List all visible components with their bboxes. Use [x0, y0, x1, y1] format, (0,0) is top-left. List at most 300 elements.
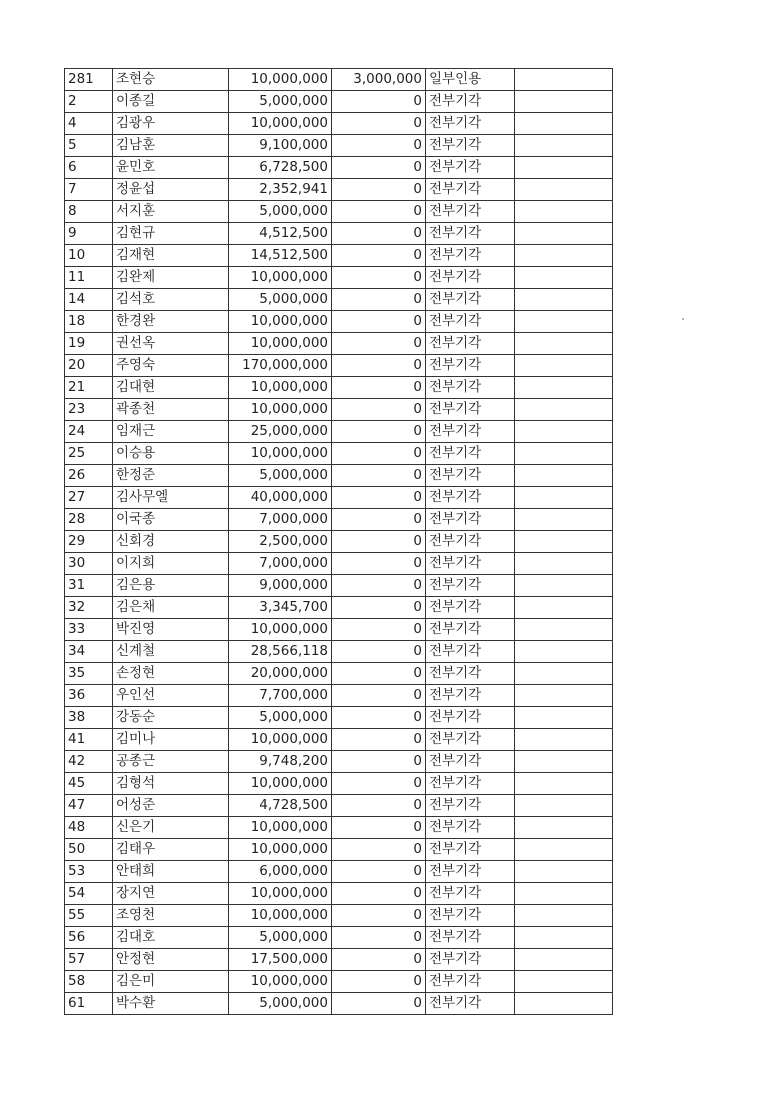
judgment-result: 전부기각: [426, 817, 515, 839]
judgment-result: 전부기각: [426, 619, 515, 641]
claim-amount: 2,500,000: [229, 531, 332, 553]
judgment-result: 전부기각: [426, 223, 515, 245]
judgment-result: 전부기각: [426, 201, 515, 223]
row-number: 54: [65, 883, 113, 905]
person-name: 김완제: [113, 267, 229, 289]
claim-amount: 4,728,500: [229, 795, 332, 817]
person-name: 김대호: [113, 927, 229, 949]
row-number: 8: [65, 201, 113, 223]
claim-amount: 5,000,000: [229, 993, 332, 1015]
claim-amount: 10,000,000: [229, 971, 332, 993]
judgment-result: 전부기각: [426, 135, 515, 157]
row-number: 20: [65, 355, 113, 377]
table-row: [65, 619, 613, 641]
person-name: 손정현: [113, 663, 229, 685]
approved-amount: 0: [332, 971, 426, 993]
person-name: 공종근: [113, 751, 229, 773]
person-name: 박진영: [113, 619, 229, 641]
table-row: [65, 597, 613, 619]
remarks-cell: [515, 949, 613, 971]
row-number: 56: [65, 927, 113, 949]
table-row: [65, 333, 613, 355]
claim-amount: 9,000,000: [229, 575, 332, 597]
table-row: [65, 927, 613, 949]
person-name: 안태희: [113, 861, 229, 883]
row-number: 19: [65, 333, 113, 355]
row-number: 33: [65, 619, 113, 641]
row-number: 2: [65, 91, 113, 113]
table-row: [65, 641, 613, 663]
approved-amount: 0: [332, 641, 426, 663]
remarks-cell: [515, 487, 613, 509]
claim-amount: 10,000,000: [229, 399, 332, 421]
remarks-cell: [515, 355, 613, 377]
table-row: [65, 971, 613, 993]
approved-amount: 0: [332, 333, 426, 355]
claim-amount: 5,000,000: [229, 465, 332, 487]
person-name: 김남훈: [113, 135, 229, 157]
person-name: 주영숙: [113, 355, 229, 377]
remarks-cell: [515, 91, 613, 113]
judgment-result: 전부기각: [426, 399, 515, 421]
approved-amount: 0: [332, 399, 426, 421]
approved-amount: 0: [332, 575, 426, 597]
judgment-result: 전부기각: [426, 641, 515, 663]
remarks-cell: [515, 69, 613, 91]
table-row: [65, 223, 613, 245]
remarks-cell: [515, 795, 613, 817]
row-number: 18: [65, 311, 113, 333]
remarks-cell: [515, 773, 613, 795]
approved-amount: 0: [332, 465, 426, 487]
claim-amount: 3,345,700: [229, 597, 332, 619]
approved-amount: 0: [332, 817, 426, 839]
judgment-result: 전부기각: [426, 179, 515, 201]
person-name: 김사무엘: [113, 487, 229, 509]
judgment-result: 전부기각: [426, 839, 515, 861]
remarks-cell: [515, 817, 613, 839]
approved-amount: 0: [332, 949, 426, 971]
judgment-result: 전부기각: [426, 553, 515, 575]
remarks-cell: [515, 311, 613, 333]
row-number: 48: [65, 817, 113, 839]
row-number: 61: [65, 993, 113, 1015]
remarks-cell: [515, 333, 613, 355]
approved-amount: 0: [332, 113, 426, 135]
table-row: [65, 377, 613, 399]
person-name: 곽종천: [113, 399, 229, 421]
remarks-cell: [515, 641, 613, 663]
remarks-cell: [515, 201, 613, 223]
person-name: 김은미: [113, 971, 229, 993]
approved-amount: 0: [332, 795, 426, 817]
judgment-result: 전부기각: [426, 971, 515, 993]
table-row: [65, 355, 613, 377]
approved-amount: 0: [332, 311, 426, 333]
claim-amount: 10,000,000: [229, 311, 332, 333]
remarks-cell: [515, 597, 613, 619]
approved-amount: 0: [332, 355, 426, 377]
judgment-result: 전부기각: [426, 729, 515, 751]
claim-amount: 14,512,500: [229, 245, 332, 267]
person-name: 정윤섭: [113, 179, 229, 201]
approved-amount: 0: [332, 927, 426, 949]
row-number: 30: [65, 553, 113, 575]
remarks-cell: [515, 883, 613, 905]
row-number: 58: [65, 971, 113, 993]
remarks-cell: [515, 421, 613, 443]
row-number: 47: [65, 795, 113, 817]
person-name: 한경완: [113, 311, 229, 333]
person-name: 이국종: [113, 509, 229, 531]
approved-amount: 0: [332, 619, 426, 641]
remarks-cell: [515, 707, 613, 729]
row-number: 21: [65, 377, 113, 399]
row-number: 14: [65, 289, 113, 311]
table-row: [65, 993, 613, 1015]
approved-amount: 0: [332, 487, 426, 509]
judgment-result: 전부기각: [426, 575, 515, 597]
row-number: 38: [65, 707, 113, 729]
claim-amount: 10,000,000: [229, 817, 332, 839]
person-name: 우인선: [113, 685, 229, 707]
judgment-result: 전부기각: [426, 751, 515, 773]
table-row: [65, 157, 613, 179]
row-number: 25: [65, 443, 113, 465]
table-row: [65, 245, 613, 267]
table-row: [65, 949, 613, 971]
judgment-result: 전부기각: [426, 949, 515, 971]
ledger-sheet: [64, 68, 612, 1015]
person-name: 김광우: [113, 113, 229, 135]
claim-amount: 7,000,000: [229, 509, 332, 531]
claim-amount: 10,000,000: [229, 883, 332, 905]
approved-amount: 0: [332, 883, 426, 905]
row-number: 11: [65, 267, 113, 289]
claims-table: [64, 68, 613, 1015]
claim-amount: 10,000,000: [229, 443, 332, 465]
row-number: 31: [65, 575, 113, 597]
judgment-result: 전부기각: [426, 707, 515, 729]
claim-amount: 20,000,000: [229, 663, 332, 685]
claim-amount: 9,748,200: [229, 751, 332, 773]
person-name: 신은기: [113, 817, 229, 839]
remarks-cell: [515, 157, 613, 179]
table-row: [65, 883, 613, 905]
row-number: 36: [65, 685, 113, 707]
judgment-result: 전부기각: [426, 663, 515, 685]
person-name: 이종길: [113, 91, 229, 113]
row-number: 10: [65, 245, 113, 267]
row-number: 57: [65, 949, 113, 971]
person-name: 이승용: [113, 443, 229, 465]
row-number: 45: [65, 773, 113, 795]
judgment-result: 전부기각: [426, 443, 515, 465]
approved-amount: 0: [332, 597, 426, 619]
claim-amount: 10,000,000: [229, 113, 332, 135]
person-name: 신회경: [113, 531, 229, 553]
remarks-cell: [515, 971, 613, 993]
person-name: 권선옥: [113, 333, 229, 355]
table-row: [65, 69, 613, 91]
remarks-cell: [515, 135, 613, 157]
table-row: [65, 905, 613, 927]
table-row: [65, 729, 613, 751]
table-row: [65, 553, 613, 575]
judgment-result: 전부기각: [426, 465, 515, 487]
claim-amount: 10,000,000: [229, 333, 332, 355]
judgment-result: 전부기각: [426, 531, 515, 553]
remarks-cell: [515, 399, 613, 421]
person-name: 김석호: [113, 289, 229, 311]
row-number: 35: [65, 663, 113, 685]
table-row: [65, 751, 613, 773]
table-row: [65, 663, 613, 685]
row-number: 50: [65, 839, 113, 861]
remarks-cell: [515, 113, 613, 135]
claim-amount: 40,000,000: [229, 487, 332, 509]
table-row: [65, 465, 613, 487]
table-row: [65, 839, 613, 861]
row-number: 7: [65, 179, 113, 201]
judgment-result: 전부기각: [426, 311, 515, 333]
table-row: [65, 179, 613, 201]
row-number: 27: [65, 487, 113, 509]
remarks-cell: [515, 553, 613, 575]
person-name: 김미나: [113, 729, 229, 751]
judgment-result: 전부기각: [426, 597, 515, 619]
approved-amount: 0: [332, 201, 426, 223]
person-name: 박수환: [113, 993, 229, 1015]
row-number: 26: [65, 465, 113, 487]
person-name: 조현승: [113, 69, 229, 91]
remarks-cell: [515, 993, 613, 1015]
person-name: 한정준: [113, 465, 229, 487]
person-name: 김은채: [113, 597, 229, 619]
person-name: 김태우: [113, 839, 229, 861]
approved-amount: 0: [332, 267, 426, 289]
person-name: 안정현: [113, 949, 229, 971]
remarks-cell: [515, 927, 613, 949]
row-number: 24: [65, 421, 113, 443]
remarks-cell: [515, 223, 613, 245]
table-row: [65, 795, 613, 817]
approved-amount: 0: [332, 443, 426, 465]
claim-amount: 10,000,000: [229, 905, 332, 927]
row-number: 5: [65, 135, 113, 157]
judgment-result: 전부기각: [426, 487, 515, 509]
row-number: 42: [65, 751, 113, 773]
judgment-result: 전부기각: [426, 157, 515, 179]
claim-amount: 10,000,000: [229, 839, 332, 861]
approved-amount: 0: [332, 905, 426, 927]
approved-amount: 0: [332, 993, 426, 1015]
claim-amount: 6,000,000: [229, 861, 332, 883]
approved-amount: 0: [332, 531, 426, 553]
remarks-cell: [515, 267, 613, 289]
claim-amount: 10,000,000: [229, 773, 332, 795]
person-name: 어성준: [113, 795, 229, 817]
approved-amount: 3,000,000: [332, 69, 426, 91]
approved-amount: 0: [332, 773, 426, 795]
person-name: 김형석: [113, 773, 229, 795]
claim-amount: 2,352,941: [229, 179, 332, 201]
approved-amount: 0: [332, 135, 426, 157]
row-number: 23: [65, 399, 113, 421]
person-name: 김대현: [113, 377, 229, 399]
row-number: 281: [65, 69, 113, 91]
claim-amount: 25,000,000: [229, 421, 332, 443]
claim-amount: 17,500,000: [229, 949, 332, 971]
judgment-result: 전부기각: [426, 333, 515, 355]
judgment-result: 전부기각: [426, 91, 515, 113]
table-row: [65, 113, 613, 135]
judgment-result: 전부기각: [426, 245, 515, 267]
table-row: [65, 861, 613, 883]
approved-amount: 0: [332, 157, 426, 179]
claim-amount: 9,100,000: [229, 135, 332, 157]
row-number: 9: [65, 223, 113, 245]
claim-amount: 4,512,500: [229, 223, 332, 245]
claim-amount: 10,000,000: [229, 619, 332, 641]
remarks-cell: [515, 465, 613, 487]
remarks-cell: [515, 839, 613, 861]
row-number: 29: [65, 531, 113, 553]
person-name: 김현규: [113, 223, 229, 245]
row-number: 41: [65, 729, 113, 751]
judgment-result: 전부기각: [426, 861, 515, 883]
judgment-result: 일부인용: [426, 69, 515, 91]
claim-amount: 10,000,000: [229, 377, 332, 399]
person-name: 이지희: [113, 553, 229, 575]
approved-amount: 0: [332, 839, 426, 861]
approved-amount: 0: [332, 377, 426, 399]
table-row: [65, 531, 613, 553]
person-name: 신계철: [113, 641, 229, 663]
row-number: 6: [65, 157, 113, 179]
approved-amount: 0: [332, 553, 426, 575]
approved-amount: 0: [332, 245, 426, 267]
scan-speck: [682, 318, 684, 320]
person-name: 장지연: [113, 883, 229, 905]
table-row: [65, 289, 613, 311]
row-number: 55: [65, 905, 113, 927]
remarks-cell: [515, 377, 613, 399]
approved-amount: 0: [332, 289, 426, 311]
row-number: 34: [65, 641, 113, 663]
approved-amount: 0: [332, 91, 426, 113]
judgment-result: 전부기각: [426, 883, 515, 905]
remarks-cell: [515, 729, 613, 751]
judgment-result: 전부기각: [426, 113, 515, 135]
claim-amount: 5,000,000: [229, 927, 332, 949]
remarks-cell: [515, 289, 613, 311]
remarks-cell: [515, 443, 613, 465]
person-name: 김은용: [113, 575, 229, 597]
claim-amount: 7,000,000: [229, 553, 332, 575]
table-row: [65, 817, 613, 839]
remarks-cell: [515, 905, 613, 927]
remarks-cell: [515, 751, 613, 773]
claim-amount: 5,000,000: [229, 707, 332, 729]
approved-amount: 0: [332, 179, 426, 201]
claim-amount: 10,000,000: [229, 69, 332, 91]
remarks-cell: [515, 245, 613, 267]
judgment-result: 전부기각: [426, 377, 515, 399]
approved-amount: 0: [332, 751, 426, 773]
judgment-result: 전부기각: [426, 355, 515, 377]
approved-amount: 0: [332, 223, 426, 245]
row-number: 32: [65, 597, 113, 619]
person-name: 임재근: [113, 421, 229, 443]
table-row: [65, 443, 613, 465]
row-number: 53: [65, 861, 113, 883]
approved-amount: 0: [332, 685, 426, 707]
approved-amount: 0: [332, 509, 426, 531]
remarks-cell: [515, 663, 613, 685]
remarks-cell: [515, 509, 613, 531]
claim-amount: 10,000,000: [229, 729, 332, 751]
table-row: [65, 773, 613, 795]
table-row: [65, 685, 613, 707]
claim-amount: 28,566,118: [229, 641, 332, 663]
person-name: 김재현: [113, 245, 229, 267]
judgment-result: 전부기각: [426, 289, 515, 311]
table-row: [65, 201, 613, 223]
claim-amount: 5,000,000: [229, 201, 332, 223]
row-number: 4: [65, 113, 113, 135]
table-row: [65, 575, 613, 597]
claim-amount: 6,728,500: [229, 157, 332, 179]
remarks-cell: [515, 861, 613, 883]
table-row: [65, 487, 613, 509]
remarks-cell: [515, 619, 613, 641]
remarks-cell: [515, 179, 613, 201]
judgment-result: 전부기각: [426, 795, 515, 817]
judgment-result: 전부기각: [426, 421, 515, 443]
person-name: 서지훈: [113, 201, 229, 223]
approved-amount: 0: [332, 729, 426, 751]
judgment-result: 전부기각: [426, 267, 515, 289]
claim-amount: 170,000,000: [229, 355, 332, 377]
judgment-result: 전부기각: [426, 509, 515, 531]
approved-amount: 0: [332, 663, 426, 685]
table-row: [65, 135, 613, 157]
row-number: 28: [65, 509, 113, 531]
judgment-result: 전부기각: [426, 927, 515, 949]
remarks-cell: [515, 531, 613, 553]
claim-amount: 7,700,000: [229, 685, 332, 707]
approved-amount: 0: [332, 861, 426, 883]
table-row: [65, 707, 613, 729]
table-row: [65, 267, 613, 289]
claim-amount: 10,000,000: [229, 267, 332, 289]
claim-amount: 5,000,000: [229, 91, 332, 113]
judgment-result: 전부기각: [426, 905, 515, 927]
judgment-result: 전부기각: [426, 993, 515, 1015]
table-row: [65, 509, 613, 531]
table-row: [65, 399, 613, 421]
person-name: 조영천: [113, 905, 229, 927]
remarks-cell: [515, 575, 613, 597]
person-name: 윤민호: [113, 157, 229, 179]
approved-amount: 0: [332, 707, 426, 729]
judgment-result: 전부기각: [426, 773, 515, 795]
table-row: [65, 421, 613, 443]
approved-amount: 0: [332, 421, 426, 443]
claim-amount: 5,000,000: [229, 289, 332, 311]
table-row: [65, 91, 613, 113]
